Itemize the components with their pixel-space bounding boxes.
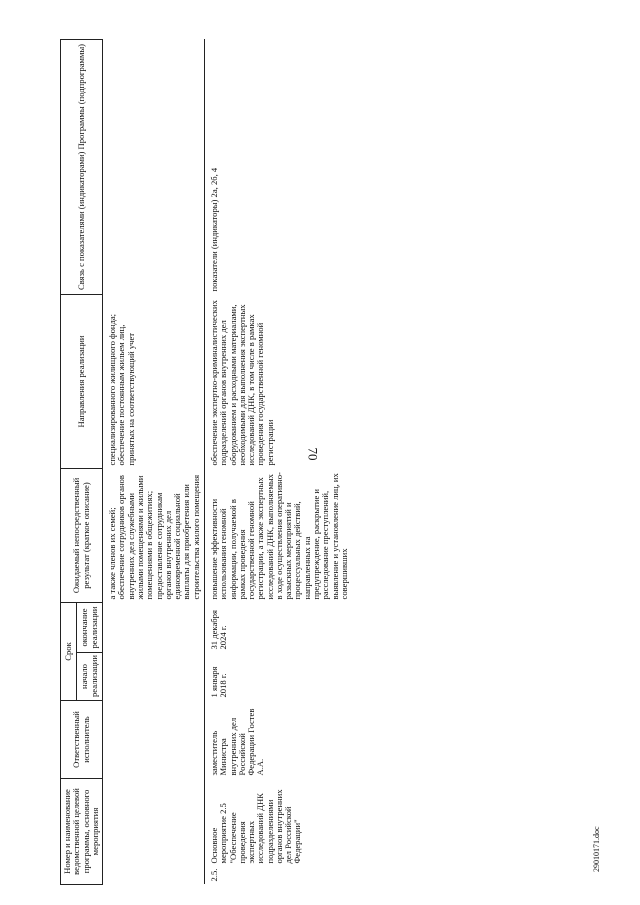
table-row xyxy=(204,39,352,884)
program-table-container xyxy=(60,40,630,885)
header-result: Ожидаемый непосредственный результат (краткое описание) xyxy=(61,468,103,602)
row-result: повышение эффективности использования геномной информации, получаемой в рамках проведения государственной геномной регистрации, а также экспертных исследований ДНК, выполняемых в ходе осуществления оперативно-разыскных мероприятий и процессуальных действий, направленных на предупреждение, раскрытие и расследование преступлений, выявление и установление лиц, их совершивших xyxy=(208,472,349,600)
header-term: Срок xyxy=(61,602,77,700)
header-end: окончание реализации xyxy=(76,602,102,652)
header-responsible: Ответственный исполнитель xyxy=(61,701,103,779)
header-start: начало реализации xyxy=(76,653,102,701)
row-responsible: заместитель Министра внутренних дел Российской Федерации Гостев А.А. xyxy=(208,708,266,776)
table-row xyxy=(103,39,205,884)
header-number-name: Номер и наименование ведомственной целевой программы, основного мероприятия xyxy=(61,779,103,885)
header-link: Связь с показателями (индикаторами) Программы (подпрограммы) xyxy=(61,39,103,294)
row-end xyxy=(103,602,205,652)
row-directions: специализированного жилищного фонда; обеспечение постоянным жильем лиц, принятых на соответствующий учет xyxy=(103,294,205,468)
document-code: 29010171.doc xyxy=(592,826,601,872)
row-result: а также членов их семей; обеспечение сотрудников органов внутренних дел служебными жилыми помещениями и жилыми помещениями в общежитиях; предоставление сотрудникам органов внутренних дел единовременной социальной выплаты для приобретения или строительства жилого помещения xyxy=(103,468,205,602)
row-number xyxy=(103,867,205,885)
row-link xyxy=(103,39,205,294)
row-name xyxy=(103,779,205,867)
program-table xyxy=(60,39,352,885)
page-number: 70 xyxy=(305,447,321,461)
header-directions: Направления реализации xyxy=(61,294,103,468)
row-start: 1 января 2018 г. xyxy=(208,666,229,698)
row-start xyxy=(103,653,205,701)
row-link: показатели (индикаторы) 2а, 2б, 4 xyxy=(208,167,219,292)
row-directions: обеспечение экспертно-криминалистических подразделений органов внутренних дел оборудованием и расходными материалами, необходимыми для выполнения экспертных исследований ДНК, в том числе в рамках проведения государственной геномной регистрации xyxy=(208,300,275,466)
row-number: 2.5. xyxy=(208,868,219,882)
row-end: 31 декабря 2024 г. xyxy=(208,610,229,650)
row-responsible xyxy=(103,701,205,779)
row-name: Основное мероприятие 2.5 "Обеспечение проведения экспертных исследований ДНК подразделениями органов внутренних дел Российской Федерации" xyxy=(208,789,303,864)
